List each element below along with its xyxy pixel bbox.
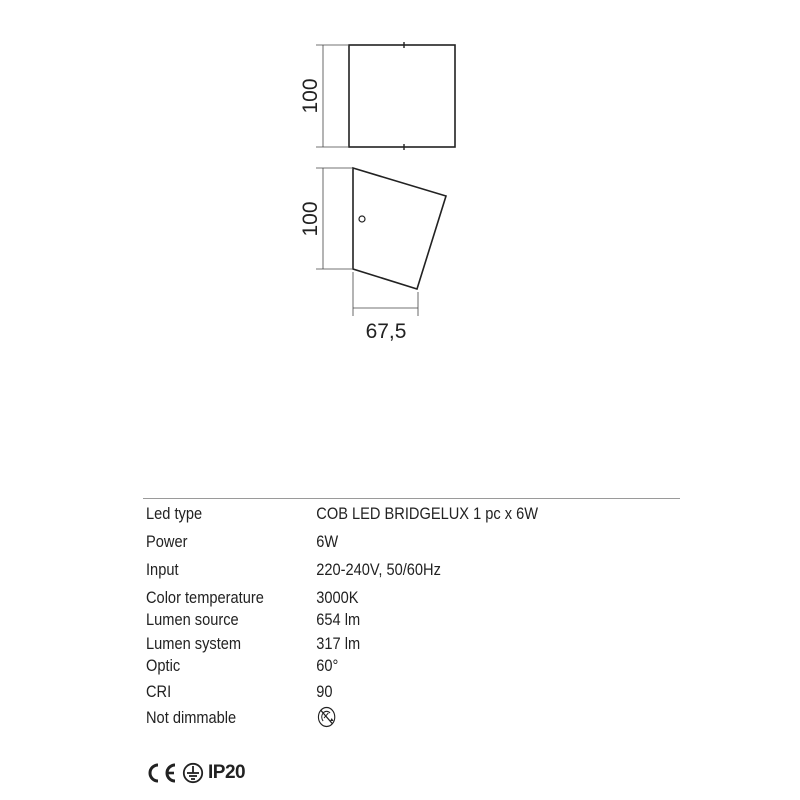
spec-label: Color temperature	[146, 588, 264, 607]
spec-label: CRI	[146, 682, 172, 701]
spec-label: Not dimmable	[146, 708, 237, 727]
certification-marks	[144, 760, 245, 786]
spec-row-cri	[146, 681, 610, 703]
front-height-label: 100	[299, 78, 322, 114]
spec-row-not-dimmable	[146, 707, 610, 729]
side-view-outline	[353, 168, 446, 289]
spec-value: 60°	[316, 656, 339, 675]
spec-row-optic	[146, 655, 610, 677]
spec-row-color-temperature	[146, 587, 610, 609]
ce-mark-icon	[144, 762, 178, 784]
mount-hole	[359, 216, 365, 222]
spec-label: Led type	[146, 504, 203, 523]
spec-value: 654 lm	[316, 610, 361, 629]
spec-value: 90	[316, 682, 333, 701]
spec-value: 6W	[316, 532, 339, 551]
spec-label: Input	[146, 560, 179, 579]
spec-value: COB LED BRIDGELUX 1 pc x 6W	[316, 504, 539, 523]
side-height-label: 100	[299, 201, 322, 237]
spec-value: 3000K	[316, 588, 359, 607]
side-depth-label: 67,5	[365, 320, 407, 343]
front-view	[299, 42, 455, 150]
spec-row-lumen-source	[146, 609, 610, 631]
spec-table	[146, 503, 686, 727]
spec-row-lumen-system	[146, 633, 610, 655]
not-dimmable-icon	[316, 705, 337, 729]
ip-rating: IP20	[208, 762, 246, 783]
spec-label: Lumen system	[146, 634, 242, 653]
spec-label: Power	[146, 532, 188, 551]
spec-value: 220-240V, 50/60Hz	[316, 560, 441, 579]
spec-value	[316, 707, 337, 729]
side-view	[299, 168, 446, 343]
spec-label: Lumen source	[146, 610, 239, 629]
spec-row-led-type	[146, 503, 610, 525]
spec-divider	[143, 498, 680, 499]
spec-row-power	[146, 531, 610, 553]
spec-label: Optic	[146, 656, 181, 675]
front-view-outline	[349, 45, 455, 147]
technical-drawing	[0, 0, 800, 360]
spec-value: 317 lm	[316, 634, 361, 653]
class-i-earth-icon	[182, 762, 204, 784]
spec-row-input	[146, 559, 610, 581]
